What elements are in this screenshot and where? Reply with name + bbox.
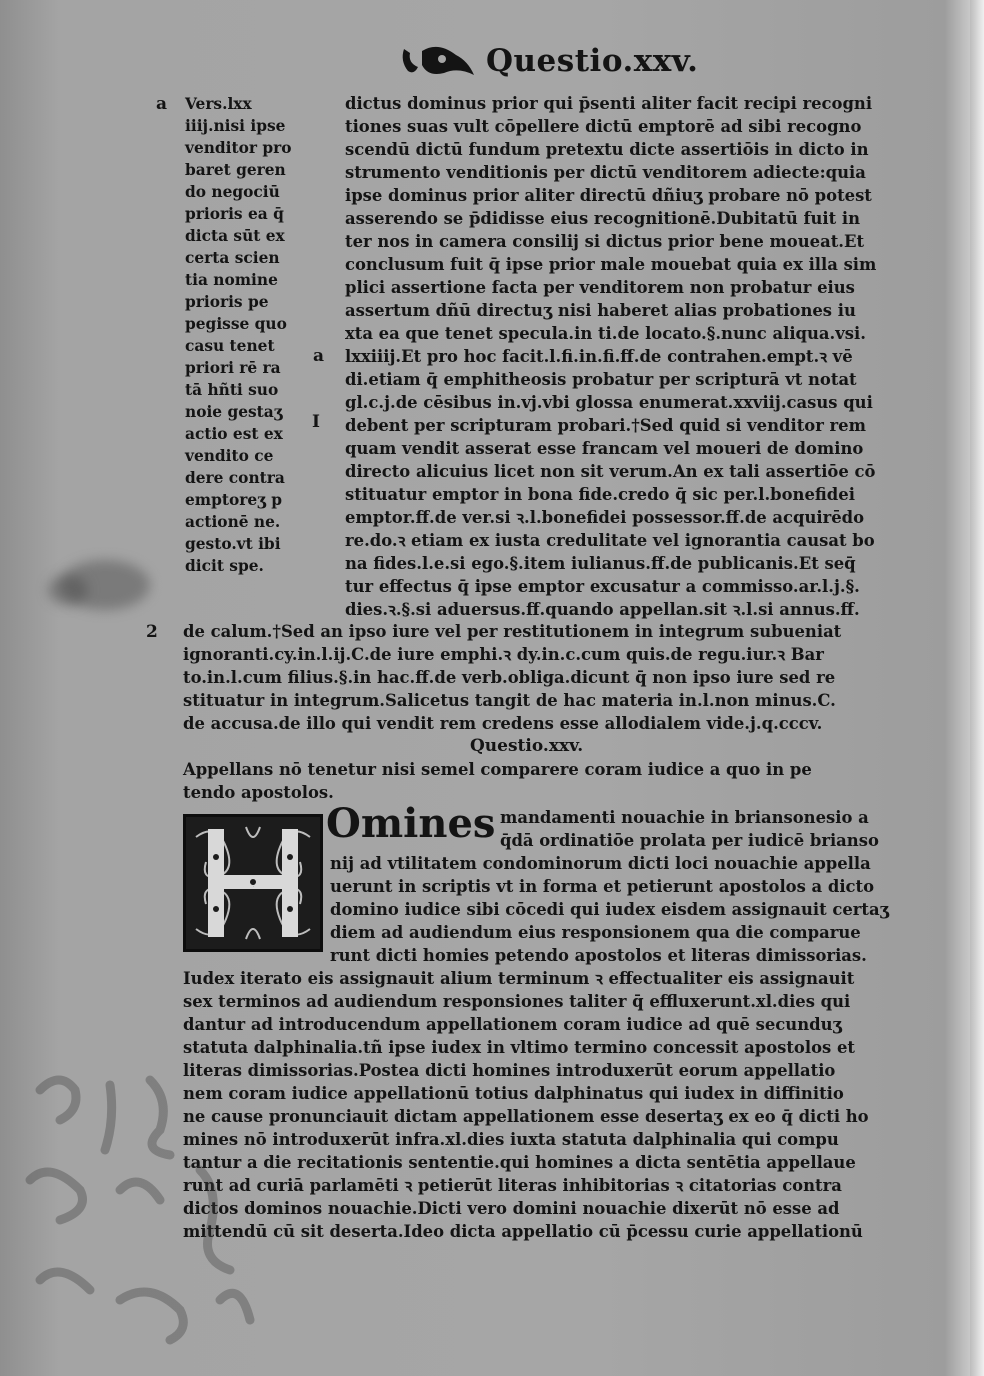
margin-line: tia nomine: [185, 271, 278, 289]
margin-line: Vers.lxx: [185, 95, 252, 113]
text-line: ter nos in camera consilij si dictus prior bene moueat.Et: [345, 232, 865, 251]
text-line: nem coram iudice appellationū totius dalphinatus qui iudex in diffinitio: [183, 1084, 844, 1103]
margin-line: noie gestaʒ: [185, 403, 283, 421]
text-line: sex terminos ad audiendum responsiones taliter q̄ effluxerunt.xl.dies qui: [183, 992, 851, 1011]
text-line: mittendū cū sit deserta.Ideo dicta appellatio cū p̄cessu curie appellationū: [183, 1222, 863, 1241]
text-line: asserendo se p̄didisse eius recognitionē.Dubitatū fuit in: [345, 209, 861, 228]
margin-line: pegisse quo: [185, 315, 287, 333]
text-line: stituatur in integrum.Salicetus tangit de hac materia in.l.non minus.C.: [183, 691, 836, 710]
text-line: directo alicuius licet non sit verum.An ex tali assertiōe cō: [345, 462, 876, 481]
inline-mark: I: [312, 412, 320, 432]
text-line: tur effectus q̄ ipse emptor excusatur a commisso.ar.l.j.§.: [345, 577, 860, 596]
margin-line: dicta sūt ex: [185, 227, 285, 245]
text-line: dictus dominus prior qui p̄senti aliter facit recipi recogni: [345, 94, 873, 113]
margin-line: iiij.nisi ipse: [185, 117, 286, 135]
text-line: nij ad vtilitatem condominorum dicti loci nouachie appella: [330, 854, 871, 873]
text-line: dantur ad introducendum appellationem coram iudice ad quē secunduʒ: [183, 1015, 842, 1034]
text-line: emptor.ff.de ver.si ꝛ.l.bonefidei possessor.ff.de acquirēdo: [345, 508, 865, 527]
text-line: tantur a die recitationis sententie.qui homines a dicta sentētia appellaue: [183, 1153, 856, 1172]
fleuron-icon: [398, 41, 478, 81]
text-line: q̄dā ordinatiōe prolata per iudicē brianso: [500, 831, 879, 850]
text-line: na fides.l.e.si ego.§.item iulianus.ff.de publicanis.Et seq̄: [345, 554, 856, 573]
handwriting-scribble-icon: [20, 1060, 320, 1370]
margin-line: actionē ne.: [185, 513, 281, 531]
text-line: strumento venditionis per dictū venditorem adiecte:quia: [345, 163, 866, 182]
margin-line: priori rē ra: [185, 359, 281, 377]
text-line: quam vendit asserat esse francam vel moueri de domino: [345, 439, 864, 458]
text-line: uerunt in scriptis vt in forma et petierunt apostolos a dicto: [330, 877, 875, 896]
text-line: statuta dalphinalia.tñ ipse iudex in vltimo termino concessit apostolos et: [183, 1038, 855, 1057]
page-header: [398, 40, 698, 82]
margin-line: baret geren: [185, 161, 286, 179]
decorated-initial: [183, 814, 323, 952]
text-line: dies.ꝛ.§.si aduersus.ff.quando appellan.sit ꝛ.l.si annus.ff.: [345, 600, 860, 619]
page-edge: [970, 0, 984, 1376]
summary-line: Appellans nō tenetur nisi semel comparere coram iudice a quo in pe: [183, 760, 812, 779]
text-line: re.do.ꝛ etiam ex iusta credulitate vel ignorantia causat bo: [345, 531, 875, 550]
text-line: ignoranti.cy.in.l.ij.C.de iure emphi.ꝛ dy.in.c.cum quis.de regu.iur.ꝛ Bar: [183, 645, 824, 664]
text-line: mines nō introduxerūt infra.xl.dies iuxta statuta dalphinalia qui compu: [183, 1130, 839, 1149]
ink-stain: [48, 575, 88, 605]
text-line: de accusa.de illo qui vendit rem credens esse allodialem vide.j.q.cccv.: [183, 714, 823, 733]
margin-line: vendito ce: [185, 447, 274, 465]
text-line: ne cause pronunciauit dictam appellationem esse desertaʒ ex eo q̄ dicti ho: [183, 1107, 869, 1126]
text-line: conclusum fuit q̄ ipse prior male mouebat quia ex illa sim: [345, 255, 877, 274]
floral-initial-icon: [186, 817, 320, 949]
text-line: plici assertione facta per venditorem non probatur eius: [345, 278, 855, 297]
text-line: to.in.l.cum filius.§.in hac.ff.de verb.obliga.dicunt q̄ non ipso iure sed re: [183, 668, 836, 687]
margin-line: casu tenet: [185, 337, 275, 355]
inline-mark: a: [313, 346, 325, 366]
text-line: domino iudice sibi cōcedi qui iudex eisdem assignauit certaʒ: [330, 900, 889, 919]
text-line: stituatur emptor in bona fide.credo q̄ sic per.l.bonefidei: [345, 485, 855, 504]
margin-line: prioris ea q̄: [185, 205, 284, 223]
text-line: assertum dñū directuʒ nisi haberet alias probationes iu: [345, 301, 856, 320]
margin-line: dere contra: [185, 469, 285, 487]
margin-line: certa scien: [185, 249, 280, 267]
running-head: Questio.xxv.: [486, 43, 699, 79]
note-marker: 2: [146, 622, 158, 642]
section-heading: Questio.xxv.: [470, 736, 584, 756]
text-line: mandamenti nouachie in briansonesio a: [500, 808, 869, 827]
margin-line: tā hñti suo: [185, 381, 279, 399]
margin-line: do negociū: [185, 183, 280, 201]
text-line: runt ad curiā parlamēti ꝛ petierūt literas inhibitorias ꝛ citatorias contra: [183, 1176, 842, 1195]
margin-line: actio est ex: [185, 425, 283, 443]
margin-line: emptoreʒ p: [185, 491, 282, 509]
margin-line: gesto.vt ibi: [185, 535, 281, 553]
text-line: tiones suas vult cōpellere dictū emptorē ad sibi recogno: [345, 117, 862, 136]
text-line: literas dimissorias.Postea dicti homines introduxerūt eorum appellatio: [183, 1061, 836, 1080]
text-line: de calum.†Sed an ipso iure vel per restitutionem in integrum subueniat: [183, 622, 842, 641]
text-line: Iudex iterato eis assignauit alium terminum ꝛ effectualiter eis assignauit: [183, 969, 855, 988]
bullet-marker: a: [156, 94, 168, 114]
text-line: lxxiiij.Et pro hoc facit.l.fi.in.fi.ff.de contrahen.empt.ꝛ vē: [345, 347, 853, 366]
text-line: di.etiam q̄ emphitheosis probatur per scripturā vt notat: [345, 370, 857, 389]
text-line: scendū dictū fundum pretextu dicte assertiōis in dicto in: [345, 140, 869, 159]
margin-line: dicit spe.: [185, 557, 264, 575]
text-line: debent per scripturam probari.†Sed quid si venditor rem: [345, 416, 866, 435]
text-line: gl.c.j.de cēsibus in.vj.vbi glossa enumerat.xxviij.casus qui: [345, 393, 873, 412]
text-line: diem ad audiendum eius responsionem qua die comparue: [330, 923, 861, 942]
incipit-word: Omines: [326, 800, 496, 847]
summary-line: tendo apostolos.: [183, 783, 334, 802]
text-line: dictos dominos nouachie.Dicti vero domini nouachie dixerūt nō esse ad: [183, 1199, 840, 1218]
initial-letter: H: [253, 887, 254, 888]
margin-line: venditor pro: [185, 139, 292, 157]
margin-line: prioris pe: [185, 293, 269, 311]
text-line: ipse dominus prior aliter directū dñiuʒ probare nō potest: [345, 186, 872, 205]
text-line: runt dicti homies petendo apostolos et literas dimissorias.: [330, 946, 867, 965]
text-line: xta ea que tenet specula.in ti.de locato.§.nunc aliqua.vsi.: [345, 324, 866, 343]
